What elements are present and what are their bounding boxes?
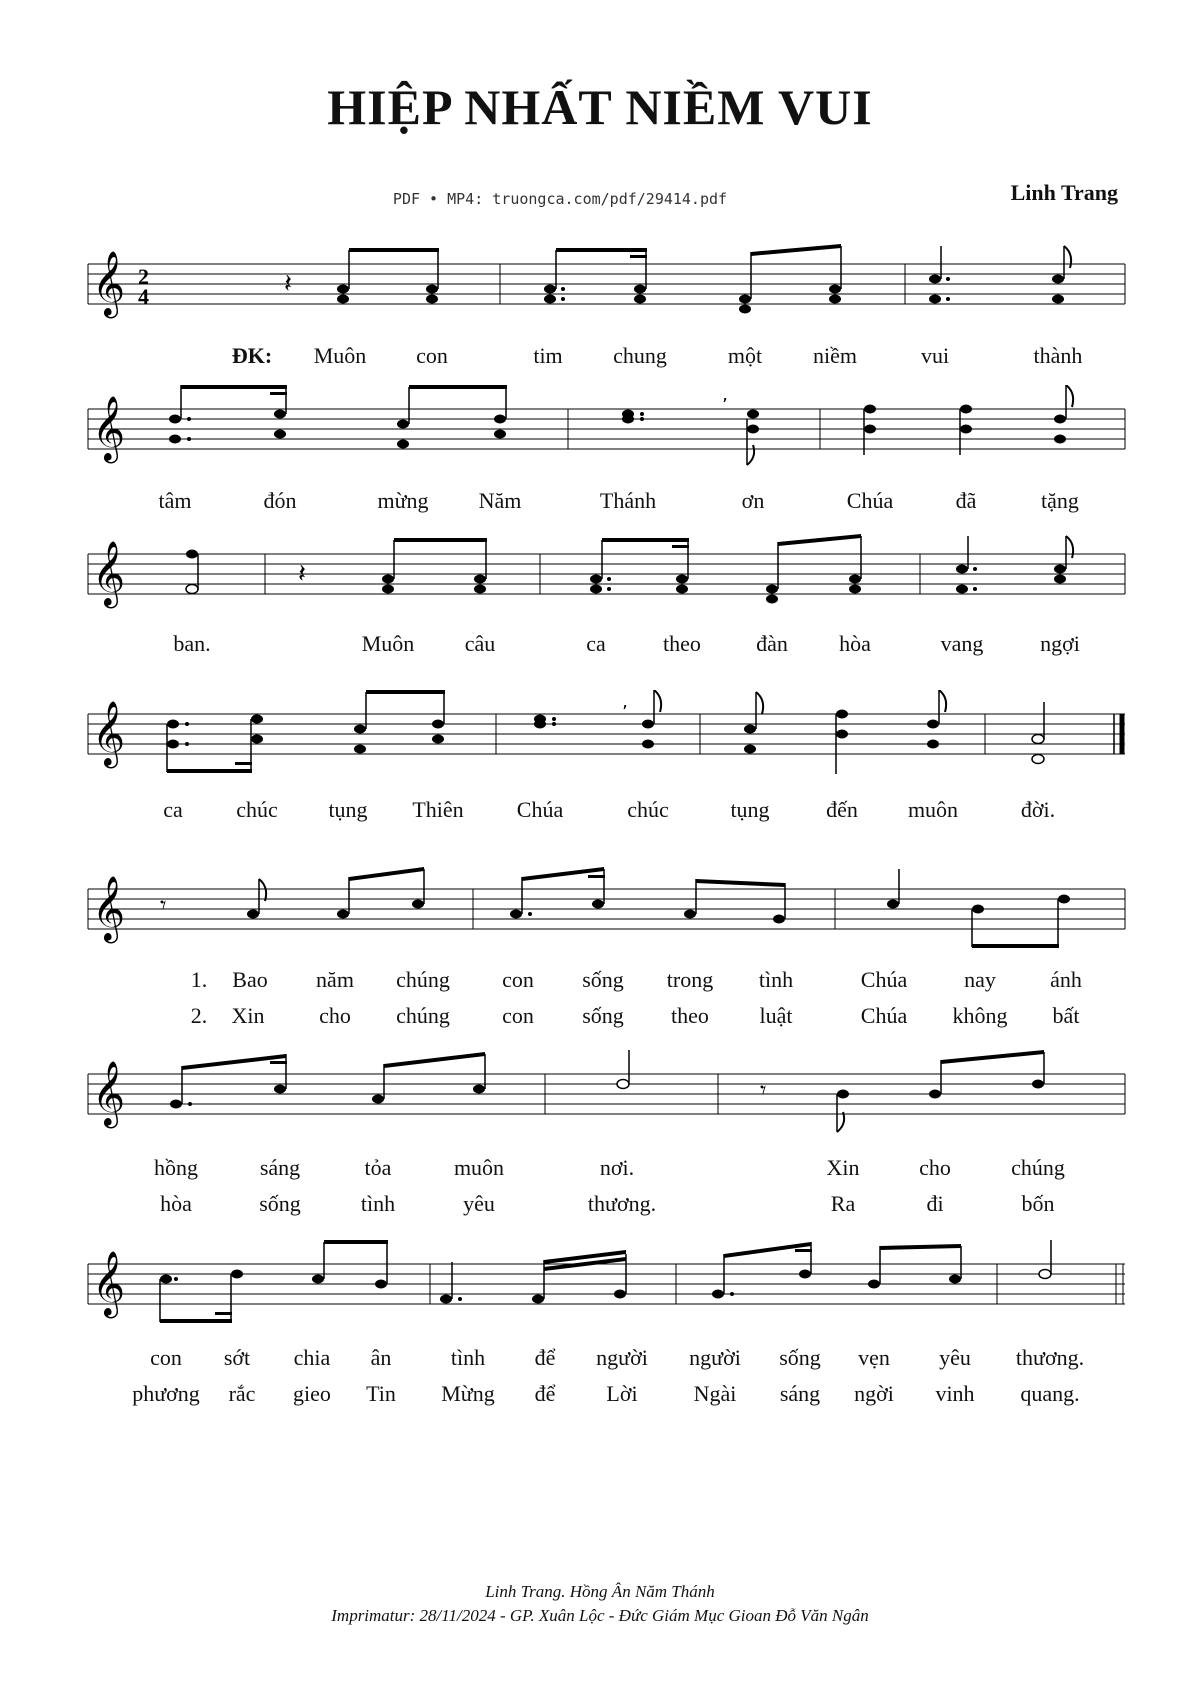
- lyric: Chúa: [846, 488, 894, 513]
- lyric: đàn: [756, 631, 788, 656]
- treble-clef: 𝄞: [92, 1251, 126, 1316]
- music-system-5: [0, 865, 1200, 955]
- lyric: năm: [316, 967, 354, 992]
- lyric: muôn: [907, 797, 959, 822]
- lyric: vẹn: [858, 1345, 890, 1370]
- lyric: ơn: [741, 488, 765, 513]
- lyric: ĐK:: [231, 343, 273, 368]
- lyric: ngời: [854, 1381, 894, 1406]
- lyric: tỏa: [364, 1155, 392, 1180]
- treble-clef: 𝄞: [92, 876, 126, 941]
- lyrics-1a: [0, 343, 1200, 371]
- lyric: Mừng: [441, 1381, 495, 1406]
- lyric: 2.: [190, 1003, 208, 1028]
- lyric: tình: [450, 1345, 486, 1370]
- treble-clef: 𝄞: [92, 701, 126, 766]
- time-sig-top: 2: [138, 264, 149, 289]
- lyrics-7b: [0, 1381, 1200, 1409]
- lyric: sống: [259, 1191, 301, 1216]
- treble-clef: 𝄞: [92, 251, 126, 316]
- lyric: phương: [132, 1381, 200, 1406]
- lyric: bất: [1052, 1003, 1080, 1028]
- lyric: Chúa: [860, 967, 908, 992]
- lyric: 1.: [190, 967, 208, 992]
- lyric: ban.: [173, 631, 211, 656]
- lyric: ca: [163, 797, 183, 822]
- lyric: đời.: [1020, 797, 1056, 822]
- lyric: Thiên: [412, 797, 464, 822]
- lyric: cho: [319, 1003, 351, 1028]
- lyric: rắc: [228, 1381, 256, 1406]
- lyric: chúng: [1011, 1155, 1065, 1180]
- lyric: Xin: [231, 1003, 265, 1028]
- staff-7: [0, 1240, 1200, 1330]
- lyric: cho: [919, 1155, 951, 1180]
- lyric: ân: [370, 1345, 392, 1370]
- lyric: con: [502, 967, 534, 992]
- lyric: ca: [586, 631, 606, 656]
- source-link[interactable]: PDF • MP4: truongca.com/pdf/29414.pdf: [392, 190, 728, 208]
- treble-clef: 𝄞: [92, 541, 126, 606]
- music-system-3: [0, 530, 1200, 620]
- staff-2: [0, 385, 1200, 475]
- music-system-4: [0, 690, 1200, 780]
- lyric: chúc: [236, 797, 278, 822]
- lyric: hòa: [839, 631, 871, 656]
- lyric: không: [952, 1003, 1008, 1028]
- lyric: nơi.: [599, 1155, 635, 1180]
- music-system-6: [0, 1050, 1200, 1140]
- lyric: tặng: [1041, 488, 1079, 513]
- music-system-2: [0, 385, 1200, 475]
- quarter-rest: 𝄽: [298, 559, 306, 589]
- staff-5: [0, 865, 1200, 955]
- lyric: tim: [533, 343, 563, 368]
- lyric: chúng: [396, 967, 450, 992]
- lyric: vinh: [935, 1381, 975, 1406]
- lyrics-6b: [0, 1191, 1200, 1219]
- treble-clef: 𝄞: [92, 1061, 126, 1126]
- lyric: gieo: [293, 1381, 331, 1406]
- eighth-rest: 𝄾: [760, 1076, 767, 1104]
- eighth-rest: 𝄾: [160, 891, 167, 919]
- lyric: nay: [964, 967, 996, 992]
- footer-credit: Linh Trang. Hồng Ân Năm Thánh: [485, 1582, 715, 1601]
- lyrics-5b: [0, 1003, 1200, 1031]
- lyric: Muôn: [313, 343, 367, 368]
- lyric: chung: [613, 343, 667, 368]
- lyric: yêu: [463, 1191, 495, 1216]
- footer: [0, 1580, 1200, 1628]
- staff-6: [0, 1050, 1200, 1140]
- lyric: tụng: [730, 797, 770, 822]
- lyric: sáng: [259, 1155, 301, 1180]
- lyric: để: [534, 1345, 556, 1370]
- lyric: theo: [663, 631, 701, 656]
- lyric: chúng: [396, 1003, 450, 1028]
- lyric: thương.: [1015, 1345, 1085, 1370]
- lyric: quang.: [1020, 1381, 1080, 1406]
- staff-1: [0, 240, 1200, 330]
- lyric: hồng: [154, 1155, 198, 1180]
- staff-3: [0, 530, 1200, 620]
- lyric: Chúa: [516, 797, 564, 822]
- lyric: đón: [263, 488, 297, 513]
- treble-clef: 𝄞: [92, 396, 126, 461]
- lyric: Muôn: [361, 631, 415, 656]
- lyric: sống: [582, 967, 624, 992]
- lyrics-5a: [0, 967, 1200, 995]
- time-sig-bottom: 4: [138, 284, 149, 309]
- lyrics-2a: [0, 488, 1200, 516]
- lyric: Ngài: [693, 1381, 737, 1406]
- song-title: HIỆP NHẤT NIỀM VUI: [327, 79, 873, 135]
- svg-text:’: ’: [722, 395, 728, 416]
- lyric: sống: [582, 1003, 624, 1028]
- lyric: trong: [666, 967, 714, 992]
- lyric: thương.: [587, 1191, 657, 1216]
- lyric: con: [416, 343, 448, 368]
- music-system-1: [0, 240, 1200, 330]
- lyric: người: [689, 1345, 741, 1370]
- lyric: mừng: [377, 488, 429, 513]
- lyrics-7a: [0, 1345, 1200, 1373]
- lyric: tình: [758, 967, 794, 992]
- lyrics-4a: [0, 797, 1200, 825]
- lyric: sớt: [223, 1345, 251, 1370]
- lyric: Lời: [606, 1381, 638, 1406]
- lyric: Tin: [366, 1381, 396, 1406]
- svg-text:’: ’: [622, 702, 628, 723]
- lyric: hòa: [160, 1191, 192, 1216]
- footer-imprimatur: Imprimatur: 28/11/2024 - GP. Xuân Lộc - Đức Giám Mục Gioan Đỗ Văn Ngân: [331, 1606, 869, 1625]
- lyric: con: [150, 1345, 182, 1370]
- composer-name: Linh Trang: [1010, 180, 1118, 205]
- lyric: bốn: [1021, 1191, 1055, 1216]
- lyrics-6a: [0, 1155, 1200, 1183]
- lyric: sống: [779, 1345, 821, 1370]
- lyric: yêu: [939, 1345, 971, 1370]
- lyric: Bao: [232, 967, 268, 992]
- lyric: để: [534, 1381, 556, 1406]
- lyric: tụng: [328, 797, 368, 822]
- lyric: vui: [920, 343, 950, 368]
- lyric: một: [727, 343, 763, 368]
- lyric: Xin: [826, 1155, 860, 1180]
- lyrics-3a: [0, 631, 1200, 659]
- lyric: câu: [464, 631, 496, 656]
- lyric: Ra: [830, 1191, 856, 1216]
- lyric: chia: [293, 1345, 331, 1370]
- lyric: ánh: [1050, 967, 1082, 992]
- quarter-rest: 𝄽: [284, 269, 292, 299]
- lyric: đi: [926, 1191, 944, 1216]
- lyric: Thánh: [599, 488, 657, 513]
- lyric: đến: [826, 797, 858, 822]
- lyric: vang: [940, 631, 984, 656]
- lyric: luật: [759, 1003, 793, 1028]
- lyric: tâm: [158, 488, 192, 513]
- lyric: tình: [360, 1191, 396, 1216]
- lyric: sáng: [779, 1381, 821, 1406]
- music-system-7: [0, 1240, 1200, 1330]
- lyric: Năm: [478, 488, 522, 513]
- lyric: niềm: [813, 343, 857, 368]
- lyric: chúc: [627, 797, 669, 822]
- lyric: ngợi: [1040, 631, 1080, 656]
- lyric: người: [596, 1345, 648, 1370]
- lyric: thành: [1033, 343, 1083, 368]
- lyric: muôn: [453, 1155, 505, 1180]
- lyric: theo: [671, 1003, 709, 1028]
- lyric: con: [502, 1003, 534, 1028]
- lyric: đã: [955, 488, 977, 513]
- lyric: Chúa: [860, 1003, 908, 1028]
- staff-4: [0, 690, 1200, 780]
